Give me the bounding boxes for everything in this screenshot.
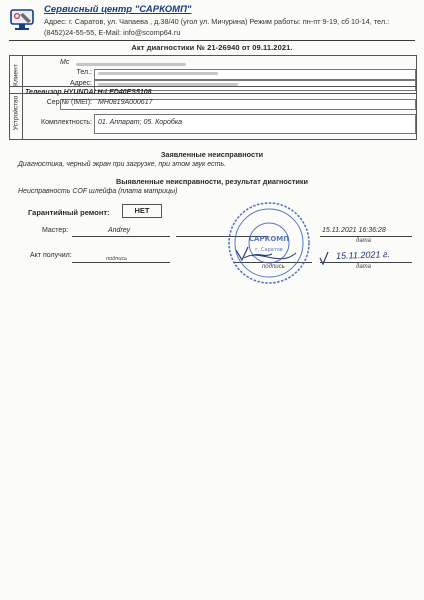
device-block xyxy=(9,86,417,140)
found-faults-title: Выявленные неисправности, результат диагностики xyxy=(115,177,309,186)
service-center-title: Сервисный центр "САРКОМП" xyxy=(44,4,192,15)
master-datetime: 15.11.2021 16:36:28 xyxy=(322,227,386,234)
redacted-phone xyxy=(98,72,218,75)
svg-text:САРКОМП: САРКОМП xyxy=(248,235,290,243)
warranty-label: Гарантийный ремонт: xyxy=(28,208,110,217)
declared-faults-text: Диагностика, черный экран при загрузке, при этом звук есть. xyxy=(18,161,227,168)
client-address-label: Адрес: xyxy=(70,80,92,87)
received-line xyxy=(72,262,170,263)
received-date-line xyxy=(320,262,412,263)
header-address-line: Адрес: г. Саратов, ул. Чапаева , д.38/40 (угол ул. Мичурина) Режим работы: пн-пт 9-19, сб 10-14, тел.: xyxy=(44,17,390,26)
client-name-value: Мс xyxy=(60,59,70,66)
device-side-label: Устройство xyxy=(10,87,23,139)
company-logo-icon xyxy=(9,6,37,34)
declared-faults-title: Заявленные неисправности xyxy=(160,150,264,159)
client-phone-label: Тел.: xyxy=(76,69,92,76)
date-check-mark xyxy=(318,250,330,266)
warranty-value: НЕТ xyxy=(122,204,162,218)
received-date-caption: дата xyxy=(356,264,371,270)
master-name: Andrey xyxy=(108,227,131,234)
master-date-caption: дата xyxy=(356,238,371,244)
device-kit-label: Комплектность: xyxy=(41,119,92,126)
received-note: подпись xyxy=(106,256,128,262)
received-label: Акт получил: xyxy=(30,252,72,259)
found-faults-text: Неисправность COF шлейфа (плата матрицы) xyxy=(18,188,178,195)
device-model: Телевизор HYUNDAI H-LED40ES5108 xyxy=(25,89,152,96)
master-label: Мастер: xyxy=(42,227,69,234)
master-date-line xyxy=(320,236,412,237)
header-divider xyxy=(9,40,415,41)
act-title: Акт диагностики № 21-26940 от 09.11.2021. xyxy=(131,43,293,52)
svg-text:г. Саратов: г. Саратов xyxy=(255,247,283,253)
client-side-label: Клиент xyxy=(10,56,23,93)
company-stamp xyxy=(224,198,314,288)
device-kit-value: 01. Аппарат; 05. Коробка xyxy=(98,119,183,126)
master-line xyxy=(72,236,170,237)
device-serial-label: Сер.№ (IMEI): xyxy=(46,99,92,106)
received-signature-caption: подпись xyxy=(262,264,285,270)
device-serial-value: MH0819A000617 xyxy=(98,99,153,106)
header-contacts-line: (8452)24-55-55, E-Mail: info@scomp64.ru xyxy=(44,28,181,37)
redacted-name xyxy=(76,63,186,66)
received-date-handwritten: 15.11.2021 г. xyxy=(335,249,390,261)
